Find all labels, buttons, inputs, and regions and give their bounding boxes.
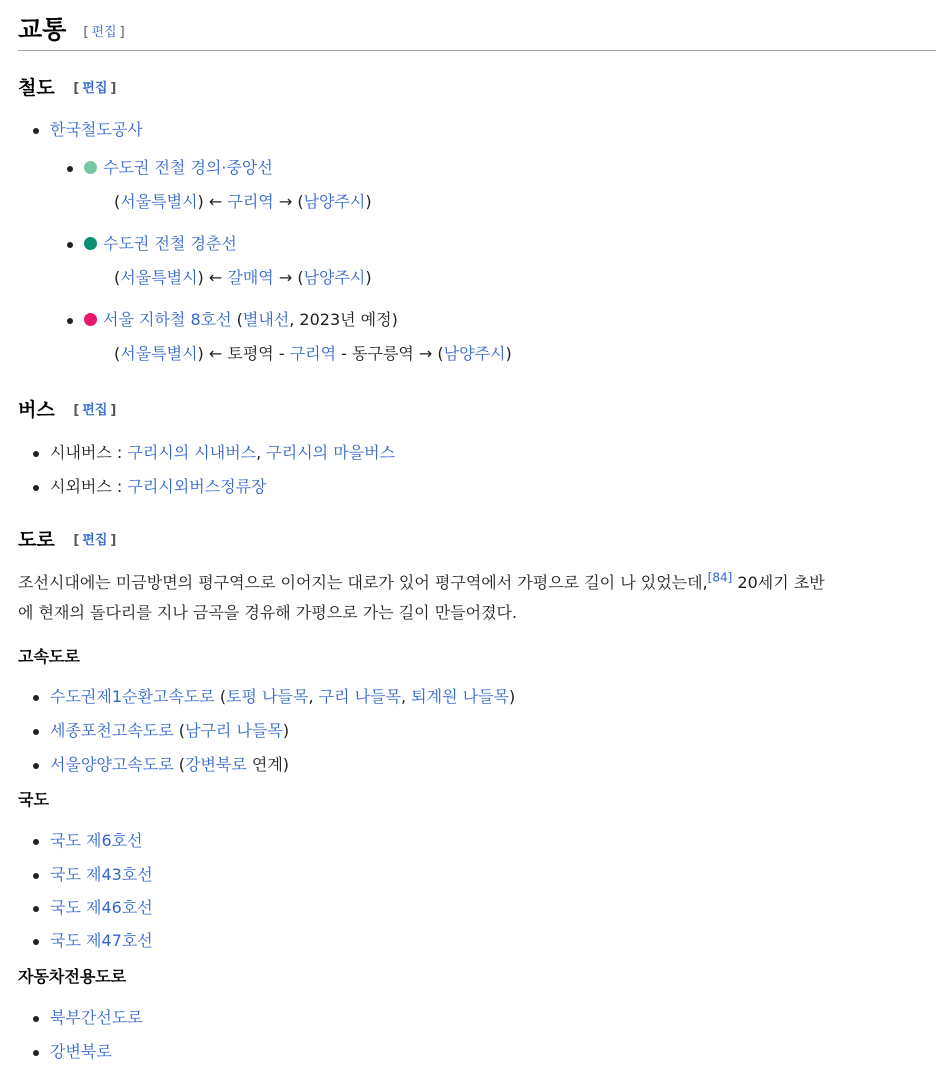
subheading-national-road: 국도 (18, 790, 49, 809)
bullet (33, 763, 39, 769)
expressway-link[interactable]: 세종포천고속도로 (50, 721, 174, 740)
edit-link[interactable]: 편집 (82, 81, 108, 96)
list-item-national-road (50, 929, 153, 953)
line-link[interactable]: 수도권 전철 경춘선 (103, 234, 237, 253)
national-road-link[interactable]: 국도 제6호선 (50, 831, 143, 850)
road-link[interactable]: 강변북로 (184, 755, 247, 774)
extension-link[interactable]: 별내선 (242, 310, 290, 329)
bus-edit: [ 편집 ] (73, 403, 117, 418)
railway-edit: [ 편집 ] (73, 81, 117, 96)
national-road-link[interactable]: 국도 제47호선 (50, 931, 153, 950)
bullet (33, 128, 39, 134)
list-item-motorway (50, 1006, 143, 1030)
route-link[interactable]: 서울특별시 (120, 192, 198, 211)
list-item-motorway (50, 1040, 112, 1064)
route-row: (서울특별시) ← 갈매역 → (남양주시) (114, 268, 372, 287)
route-row: (서울특별시) ← 구리역 → (남양주시) (114, 192, 372, 211)
section-edit: [ 편집 ] (83, 25, 125, 40)
subheading-bus (18, 396, 116, 425)
subheading-title: 도로 (18, 529, 55, 551)
section-heading-transport (18, 10, 936, 51)
line-color-icon (84, 161, 97, 174)
station-link[interactable]: 갈매역 (227, 268, 274, 287)
bullet (33, 939, 39, 945)
list-item-line (84, 232, 237, 256)
section-title: 교통 (18, 15, 67, 44)
route-row: (서울특별시) ← 토평역 - 구리역 - 동구릉역 → (남양주시) (114, 344, 512, 363)
ic-link[interactable]: 토평 나들목 (226, 687, 309, 706)
bus-link[interactable]: 구리시외버스정류장 (127, 477, 267, 496)
list-item-national-road (50, 863, 153, 887)
list-item-bus: 시내버스 : 구리시의 시내버스, 구리시의 마을버스 (50, 443, 396, 462)
edit-link[interactable]: 편집 (91, 25, 117, 40)
station-link[interactable]: 구리역 (289, 344, 337, 363)
list-item-operator (50, 118, 143, 142)
operator-link[interactable]: 한국철도공사 (50, 120, 143, 139)
list-item-national-road (50, 829, 143, 853)
ic-link[interactable]: 남구리 나들목 (184, 721, 283, 740)
line-link[interactable]: 서울 지하철 8호선 (103, 310, 232, 329)
list-item-bus: 시외버스 : 구리시외버스정류장 (50, 477, 267, 496)
expressway-link[interactable]: 수도권제1순환고속도로 (50, 687, 215, 706)
list-item-line: 서울 지하철 8호선 (별내선, 2023년 예정) (84, 308, 398, 332)
ic-link[interactable]: 퇴계원 나들목 (411, 687, 509, 706)
route-link[interactable]: 남양주시 (303, 192, 366, 211)
route-link[interactable]: 남양주시 (443, 344, 506, 363)
line-color-icon (84, 313, 97, 326)
station-link[interactable]: 구리역 (227, 192, 274, 211)
bullet (33, 695, 39, 701)
list-item-expressway: 세종포천고속도로 (남구리 나들목) (50, 721, 290, 740)
line-link[interactable]: 수도권 전철 경의·중앙선 (103, 158, 273, 177)
route-link[interactable]: 서울특별시 (120, 268, 198, 287)
road-paragraph: 조선시대에는 미금방면의 평구역으로 이어지는 대로가 있어 평구역에서 가평으로 길이 나 있었는데,[84] 20세기 초반 에 현재의 돌다리를 지나 금곡을 경유해 가평으로 가는 길이 만들어졌다. (18, 570, 825, 622)
bus-link[interactable]: 구리시의 마을버스 (266, 443, 396, 462)
national-road-link[interactable]: 국도 제43호선 (50, 865, 153, 884)
bullet (33, 839, 39, 845)
motorway-link[interactable]: 강변북로 (50, 1042, 112, 1061)
edit-link[interactable]: 편집 (82, 403, 108, 418)
subheading-title: 버스 (18, 399, 55, 421)
bullet (33, 729, 39, 735)
subheading-motorway: 자동차전용도로 (18, 967, 127, 986)
subheading-road (18, 526, 116, 555)
edit-link[interactable]: 편집 (82, 533, 108, 548)
bullet (33, 873, 39, 879)
list-item-expressway: 수도권제1순환고속도로 (토평 나들목, 구리 나들목, 퇴계원 나들목) (50, 687, 516, 706)
national-road-link[interactable]: 국도 제46호선 (50, 898, 153, 917)
footnote-link[interactable]: [84] (707, 570, 733, 585)
bullet (33, 1016, 39, 1022)
bus-link[interactable]: 구리시의 시내버스 (127, 443, 257, 462)
list-item-national-road (50, 896, 153, 920)
bullet (33, 906, 39, 912)
bullet (67, 166, 73, 172)
expressway-link[interactable]: 서울양양고속도로 (50, 755, 174, 774)
route-link[interactable]: 서울특별시 (120, 344, 198, 363)
route-link[interactable]: 남양주시 (303, 268, 366, 287)
ic-link[interactable]: 구리 나들목 (318, 687, 401, 706)
bullet (67, 242, 73, 248)
road-edit: [ 편집 ] (73, 533, 117, 548)
subheading-railway (18, 74, 116, 103)
subheading-title: 철도 (18, 77, 55, 99)
list-item-line (84, 156, 273, 180)
bullet (33, 1050, 39, 1056)
motorway-link[interactable]: 북부간선도로 (50, 1008, 143, 1027)
line-color-icon (84, 237, 97, 250)
bullet (67, 318, 73, 324)
bullet (33, 451, 39, 457)
bullet (33, 485, 39, 491)
subheading-expressway: 고속도로 (18, 647, 80, 666)
list-item-expressway: 서울양양고속도로 (강변북로 연계) (50, 755, 290, 774)
